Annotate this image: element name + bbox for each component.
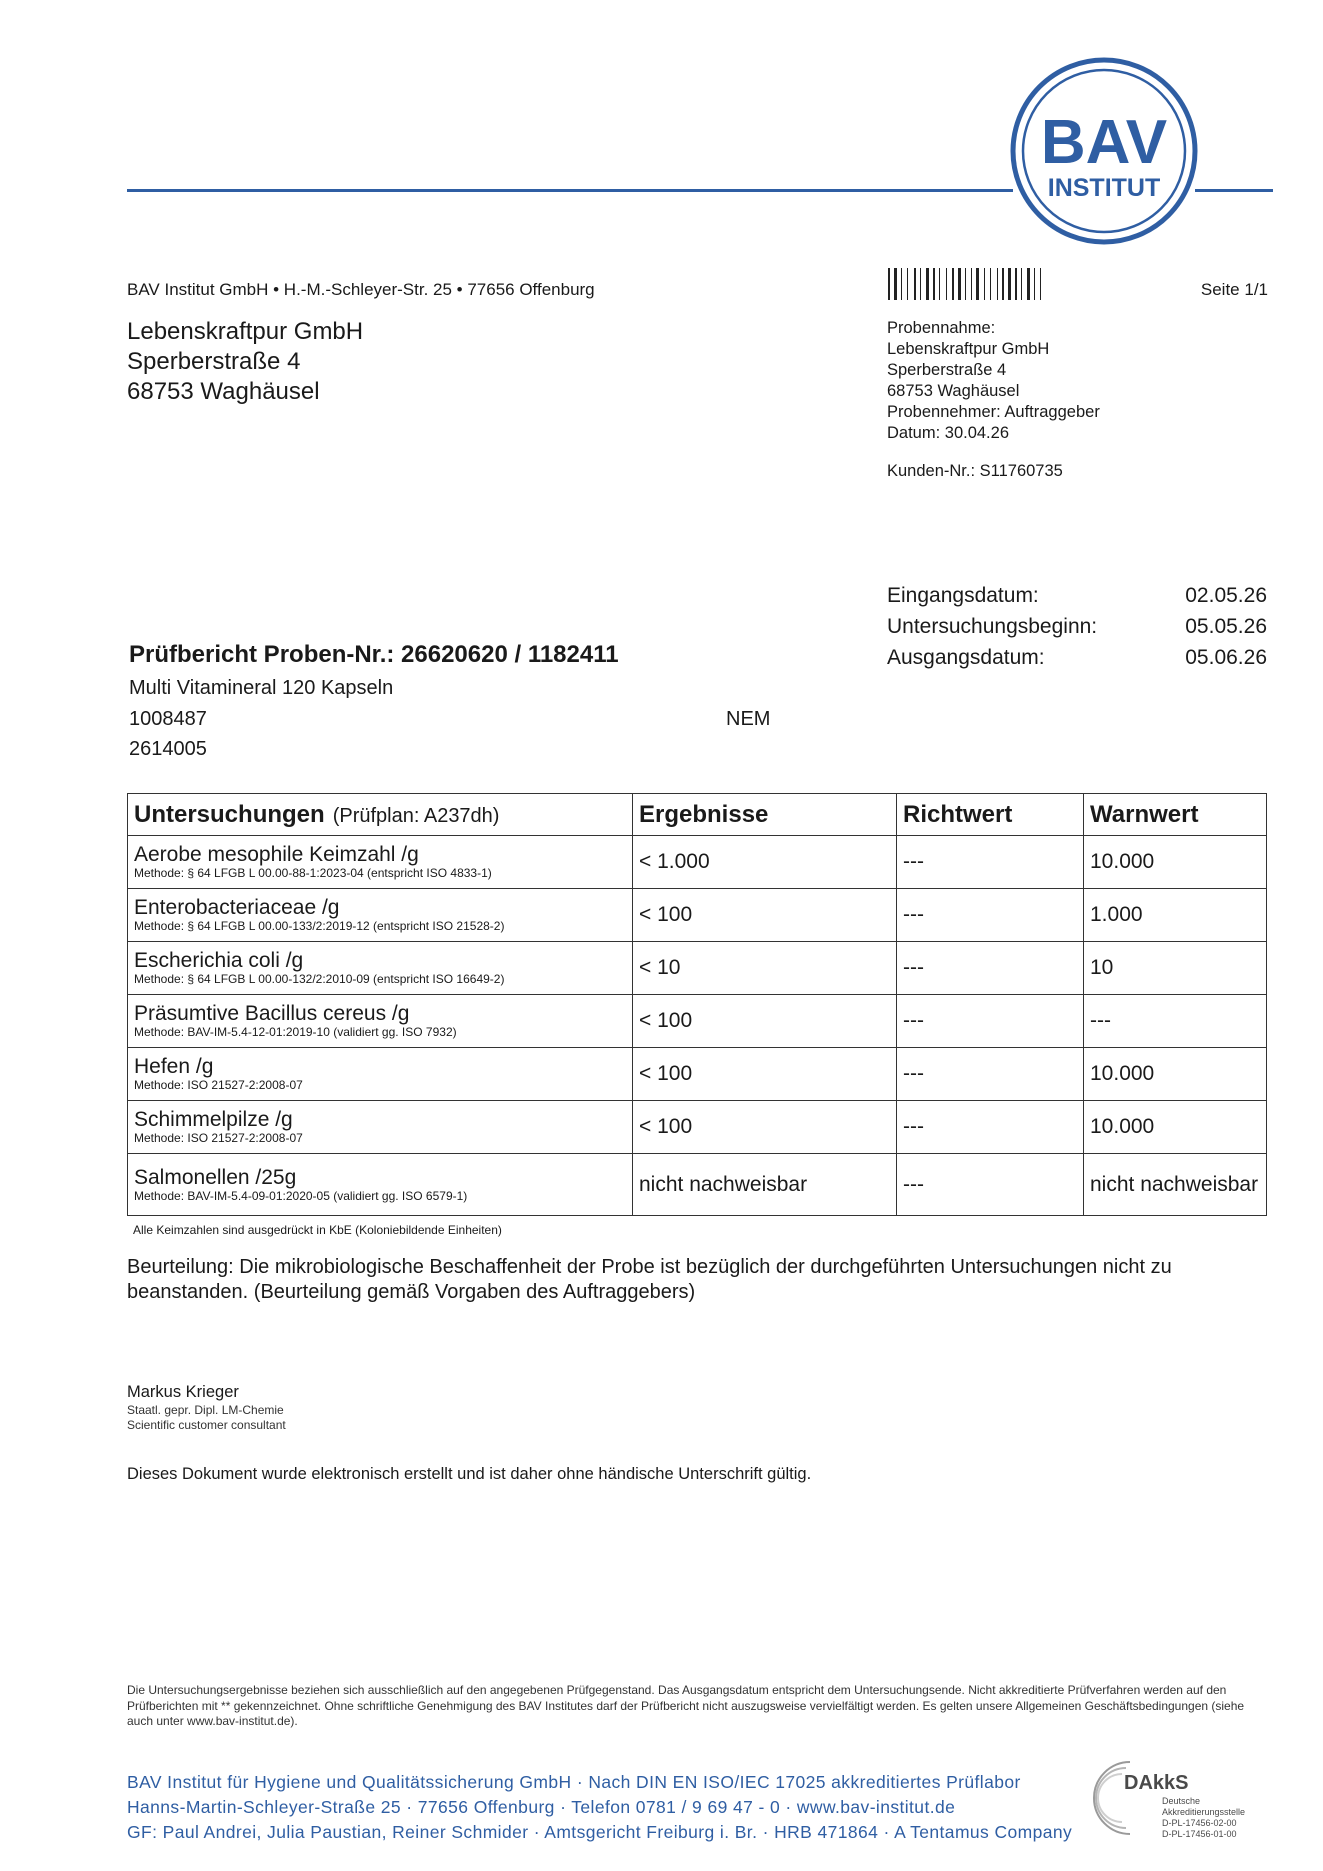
test-method: Methode: § 64 LFGB L 00.00-132/2:2010-09 (entspricht ISO 16649-2) — [134, 972, 505, 986]
sampling-street: Sperberstraße 4 — [887, 361, 1007, 379]
table-row — [128, 1154, 1267, 1216]
result-cell: nicht nachweisbar — [633, 1154, 897, 1216]
guide-cell: --- — [897, 836, 1084, 889]
test-cell — [128, 995, 633, 1048]
date-value: 05.06.26 — [1185, 646, 1267, 669]
recipient-city: 68753 Waghäusel — [127, 378, 320, 405]
product-name: Multi Vitamineral 120 Kapseln — [129, 677, 394, 699]
result-cell: < 100 — [633, 1048, 897, 1101]
customer-number: Kunden-Nr.: S11760735 — [887, 462, 1063, 480]
test-method: Methode: BAV-IM-5.4-12-01:2019-10 (validiert gg. ISO 7932) — [134, 1025, 457, 1039]
guide-cell: --- — [897, 1101, 1084, 1154]
recipient-street: Sperberstraße 4 — [127, 348, 301, 375]
date-label: Untersuchungsbeginn: — [887, 615, 1098, 638]
date-row — [887, 642, 1267, 673]
date-label: Ausgangsdatum: — [887, 646, 1045, 669]
date-row — [887, 580, 1267, 611]
dakks-sub-2: Akkreditierungsstelle — [1162, 1807, 1246, 1817]
test-name: Enterobacteriaceae /g — [134, 896, 340, 919]
header-plan: (Prüfplan: A237dh) — [332, 804, 500, 827]
test-cell — [128, 942, 633, 995]
date-value: 02.05.26 — [1185, 584, 1267, 607]
date-value: 05.05.26 — [1185, 615, 1267, 638]
header-rule-left — [127, 189, 1013, 192]
lot-number: 2614005 — [129, 738, 207, 760]
test-cell — [128, 889, 633, 942]
date-block — [887, 580, 1267, 673]
result-cell: < 100 — [633, 889, 897, 942]
barcode — [888, 268, 1112, 300]
header-guide: Richtwert — [897, 794, 1084, 836]
test-name: Salmonellen /25g — [134, 1165, 297, 1189]
test-name: Escherichia coli /g — [134, 949, 304, 972]
result-cell: < 1.000 — [633, 836, 897, 889]
signatory-name: Markus Krieger — [127, 1383, 239, 1401]
sampling-date: Datum: 30.04.26 — [887, 424, 1009, 442]
test-method: Methode: § 64 LFGB L 00.00-88-1:2023-04 (entspricht ISO 4833-1) — [134, 866, 492, 880]
date-label: Eingangsdatum: — [887, 584, 1039, 607]
header-rule-right — [1195, 189, 1273, 192]
header-results: Ergebnisse — [633, 794, 897, 836]
dakks-title: DAkkS — [1124, 1772, 1189, 1794]
test-method: Methode: ISO 21527-2:2008-07 — [134, 1131, 303, 1145]
test-cell — [128, 1101, 633, 1154]
article-number: 1008487 — [129, 708, 207, 730]
result-cell: < 100 — [633, 1101, 897, 1154]
table-row — [128, 836, 1267, 889]
result-cell: < 10 — [633, 942, 897, 995]
signatory-title-1: Staatl. gepr. Dipl. LM-Chemie — [127, 1403, 284, 1417]
footer-line-1: BAV Institut für Hygiene und Qualitätssicherung GmbH · Nach DIN EN ISO/IEC 17025 akkreditiertes Prüflabor — [127, 1772, 1021, 1792]
footer-company-info — [127, 1770, 1072, 1845]
signatory-title-2: Scientific customer consultant — [127, 1418, 286, 1432]
test-method: Methode: ISO 21527-2:2008-07 — [134, 1078, 303, 1092]
table-header-row — [128, 794, 1267, 836]
header-warn: Warnwert — [1084, 794, 1267, 836]
dakks-sub-1: Deutsche — [1162, 1796, 1201, 1806]
logo-line1: BAV — [1040, 108, 1168, 177]
test-name: Hefen /g — [134, 1055, 214, 1078]
table-row — [128, 889, 1267, 942]
test-name: Schimmelpilze /g — [134, 1108, 293, 1131]
dakks-subtitle — [1162, 1796, 1245, 1840]
header-tests-label: Untersuchungen — [134, 800, 325, 828]
table-row — [128, 995, 1267, 1048]
footer-line-2: Hanns-Martin-Schleyer-Straße 25 · 77656 Offenburg · Telefon 0781 / 9 69 47 - 0 · www.bav-institut.de — [127, 1797, 956, 1817]
assessment-text: Beurteilung: Die mikrobiologische Beschaffenheit der Probe ist bezüglich der durchgeführten Untersuchungen nicht zu beanstanden. (Beurteilung gemäß Vorgaben des Auftraggebers) — [127, 1256, 1172, 1303]
warn-cell: 10.000 — [1084, 1101, 1267, 1154]
date-row — [887, 611, 1267, 642]
guide-cell: --- — [897, 1048, 1084, 1101]
dakks-sub-4: D-PL-17456-01-00 — [1162, 1829, 1237, 1839]
test-cell — [128, 836, 633, 889]
report-title: Prüfbericht Proben-Nr.: 26620620 / 1182411 — [129, 641, 619, 668]
warn-cell: 1.000 — [1084, 889, 1267, 942]
result-cell: < 100 — [633, 995, 897, 1048]
recipient-address — [127, 317, 363, 407]
table-row — [128, 1048, 1267, 1101]
dakks-sub-3: D-PL-17456-02-00 — [1162, 1818, 1237, 1828]
results-table — [127, 793, 1267, 1216]
disclaimer-text: Die Untersuchungsergebnisse beziehen sich ausschließlich auf den angegebenen Prüfgegenstand. Das Ausgangsdatum entspricht dem Untersuchungsende. Nicht akkreditierte Prüfverfahren werden auf den Prüfberichten mit ** gekennzeichnet. Ohne schriftliche Genehmigung des BAV Institutes darf der Prüfbericht nicht auszugsweise vervielfältigt werden. Es gelten unsere Allgemeinen Geschäftsbedingungen (siehe auch unter www.bav-institut.de). — [127, 1683, 1245, 1728]
sender-address: BAV Institut GmbH • H.-M.-Schleyer-Str. 25 • 77656 Offenburg — [127, 280, 595, 299]
guide-cell: --- — [897, 995, 1084, 1048]
table-row — [128, 1101, 1267, 1154]
warn-cell: nicht nachweisbar — [1084, 1154, 1267, 1216]
sampling-info — [887, 318, 1100, 444]
table-footnote: Alle Keimzahlen sind ausgedrückt in KbE (Koloniebildende Einheiten) — [133, 1223, 502, 1237]
warn-cell: 10 — [1084, 942, 1267, 995]
electronic-validity-note: Dieses Dokument wurde elektronisch erstellt und ist daher ohne händische Unterschrift gültig. — [127, 1465, 812, 1483]
recipient-company: Lebenskraftpur GmbH — [127, 318, 364, 345]
bav-institut-logo — [1009, 56, 1199, 246]
test-method: Methode: BAV-IM-5.4-09-01:2020-05 (validiert gg. ISO 6579-1) — [134, 1188, 468, 1203]
guide-cell: --- — [897, 942, 1084, 995]
sampling-city: 68753 Waghäusel — [887, 382, 1020, 400]
header-tests — [128, 794, 633, 836]
signatory-titles — [127, 1403, 286, 1433]
sampling-heading: Probennahme: — [887, 319, 996, 337]
test-cell — [128, 1048, 633, 1101]
table-row — [128, 942, 1267, 995]
test-name: Präsumtive Bacillus cereus /g — [134, 1002, 410, 1025]
page-number: Seite 1/1 — [1200, 280, 1268, 299]
warn-cell: 10.000 — [1084, 1048, 1267, 1101]
footer-line-3: GF: Paul Andrei, Julia Paustian, Reiner Schmider · Amtsgericht Freiburg i. Br. · HRB 471864 · A Tentamus Company — [127, 1822, 1073, 1842]
warn-cell: --- — [1084, 995, 1267, 1048]
test-cell — [128, 1154, 633, 1216]
guide-cell: --- — [897, 1154, 1084, 1216]
sampling-company: Lebenskraftpur GmbH — [887, 340, 1050, 358]
sampling-sampler: Probennehmer: Auftraggeber — [887, 403, 1100, 421]
warn-cell: 10.000 — [1084, 836, 1267, 889]
test-method: Methode: § 64 LFGB L 00.00-133/2:2019-12 (entspricht ISO 21528-2) — [134, 919, 505, 933]
product-category: NEM — [726, 708, 771, 730]
guide-cell: --- — [897, 889, 1084, 942]
logo-line2: INSTITUT — [1047, 174, 1161, 202]
test-name: Aerobe mesophile Keimzahl /g — [134, 843, 419, 866]
